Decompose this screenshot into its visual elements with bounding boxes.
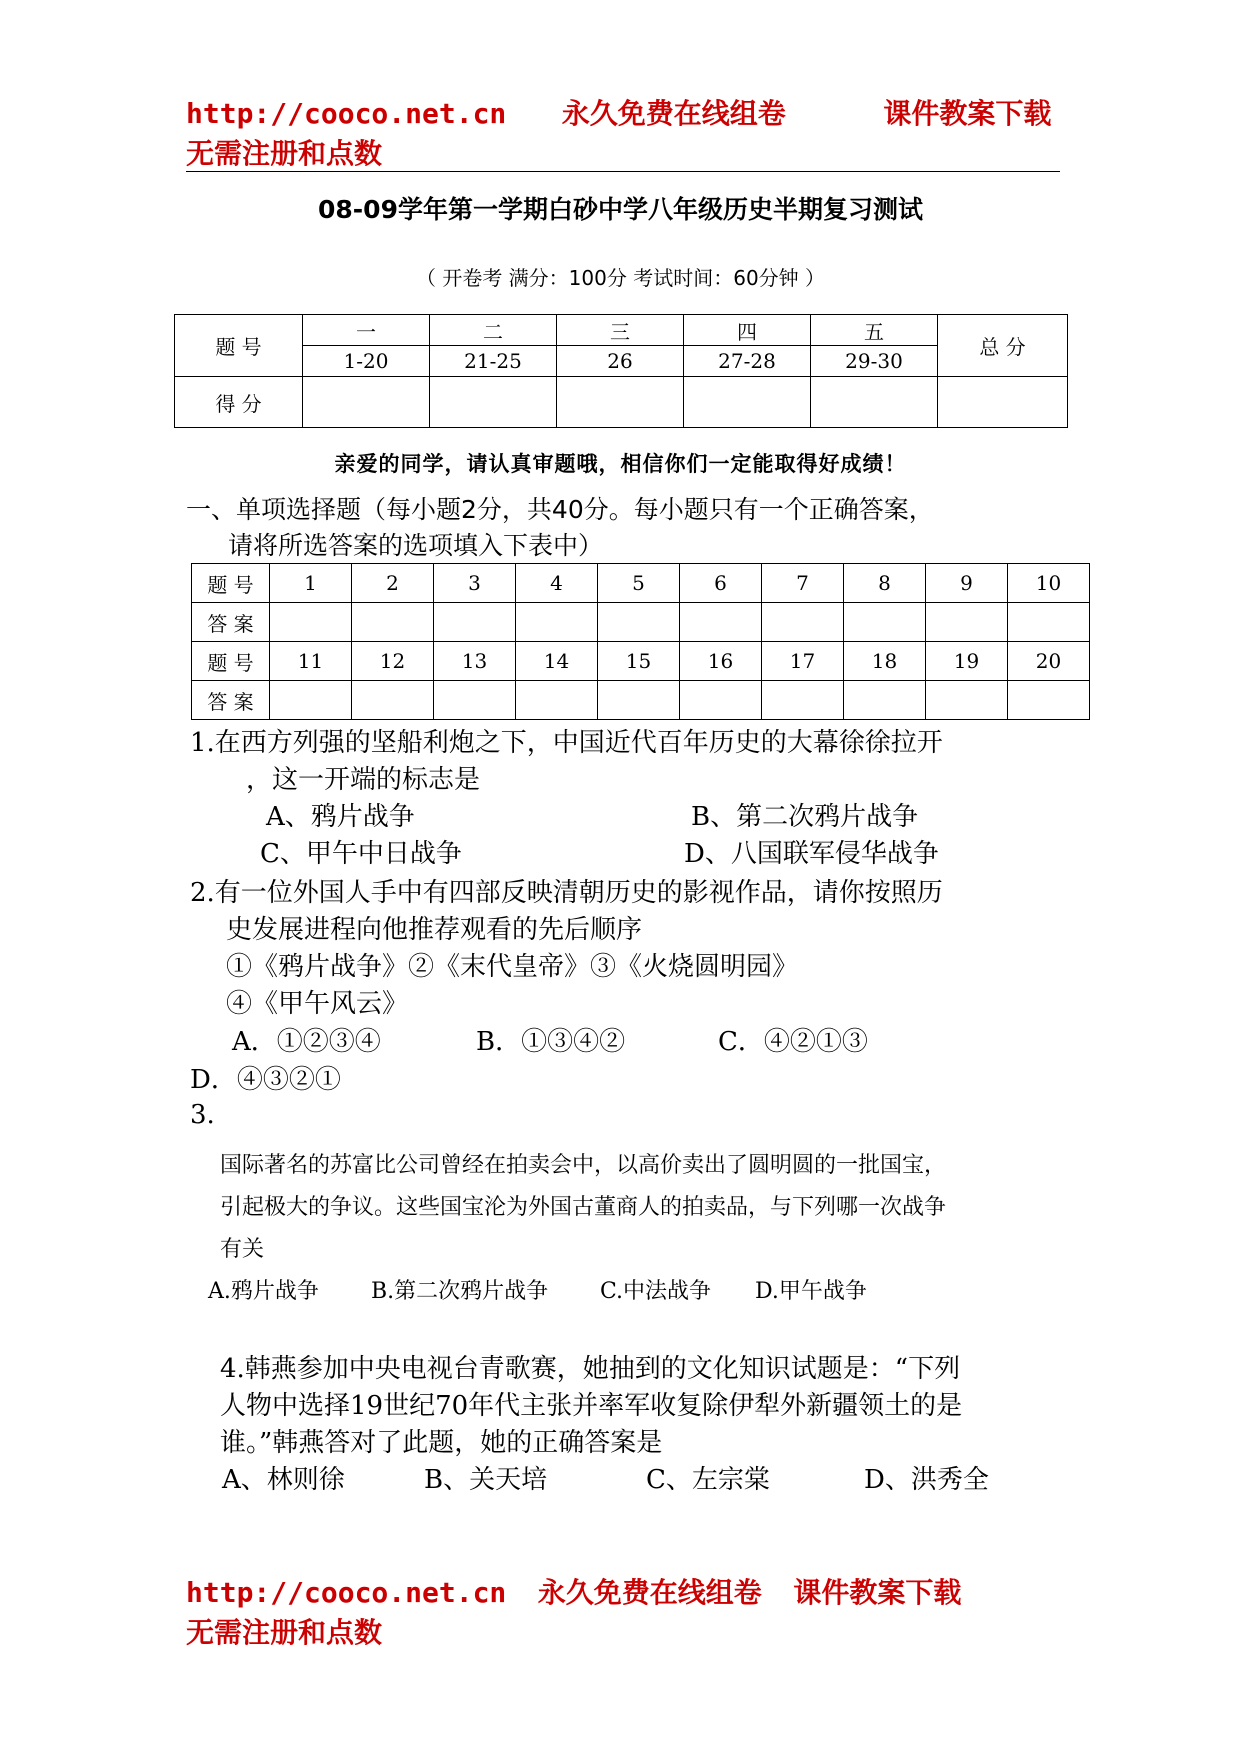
answer-label: 答 案 — [192, 603, 270, 642]
answer-cell[interactable] — [598, 603, 680, 642]
section-range: 27-28 — [684, 346, 811, 377]
total-score-cell[interactable] — [938, 377, 1068, 428]
answer-cell[interactable] — [270, 681, 352, 720]
question-number: 14 — [516, 642, 598, 681]
answer-table — [191, 563, 1090, 720]
q2-stem-cont: 史发展进程向他推荐观看的先后顺序 — [226, 915, 643, 945]
header-slogan-download: 课件教案下载 — [883, 97, 1052, 130]
question-number: 2 — [352, 564, 434, 603]
q2-works-list-cont: ④《甲午风云》 — [226, 989, 409, 1019]
header-line-2: 无需注册和点数 — [186, 137, 383, 170]
score-cell[interactable] — [557, 377, 684, 428]
answer-num-label: 题 号 — [192, 564, 270, 603]
answer-cell[interactable] — [844, 681, 926, 720]
footer-url[interactable]: http://cooco.net.cn — [186, 1576, 507, 1609]
section-numeral: 一 — [303, 315, 430, 346]
q1-stem-cont: ，这一开端的标志是 — [246, 765, 481, 795]
question-number: 18 — [844, 642, 926, 681]
answer-cell[interactable] — [680, 603, 762, 642]
question-number: 3 — [434, 564, 516, 603]
answer-cell[interactable] — [434, 681, 516, 720]
answer-cell[interactable] — [762, 681, 844, 720]
header-line-1 — [186, 92, 1051, 132]
q4-option-c[interactable]: C、左宗棠 — [646, 1465, 770, 1495]
footer-slogan-free: 永久免费在线组卷 — [537, 1576, 762, 1609]
score-cell[interactable] — [303, 377, 430, 428]
score-cell[interactable] — [811, 377, 938, 428]
question-number: 11 — [270, 642, 352, 681]
q2-stem: 2.有一位外国人手中有四部反映清朝历史的影视作品，请你按照历 — [190, 878, 943, 908]
question-number: 16 — [680, 642, 762, 681]
answer-num-label: 题 号 — [192, 642, 270, 681]
q3-option-b[interactable]: B.第二次鸦片战争 — [371, 1279, 549, 1304]
q3-option-a[interactable]: A.鸦片战争 — [208, 1279, 319, 1304]
section-range: 29-30 — [811, 346, 938, 377]
q1-option-b[interactable]: B、第二次鸦片战争 — [691, 802, 919, 832]
answer-cell[interactable] — [270, 603, 352, 642]
q3-option-d[interactable]: D.甲午战争 — [755, 1279, 867, 1304]
total-score-label: 总 分 — [938, 315, 1068, 377]
exam-info: （ 开卷考 满分：100分 考试时间：60分钟 ） — [415, 266, 826, 290]
q4-option-d[interactable]: D、洪秀全 — [864, 1465, 989, 1495]
question-number: 15 — [598, 642, 680, 681]
score-cell[interactable] — [684, 377, 811, 428]
answer-cell[interactable] — [516, 603, 598, 642]
answer-label: 答 案 — [192, 681, 270, 720]
header-divider — [186, 171, 1060, 172]
question-number: 6 — [680, 564, 762, 603]
answer-cell[interactable] — [598, 681, 680, 720]
q4-stem: 4.韩燕参加中央电视台青歌赛，她抽到的文化知识试题是：“下列 — [220, 1354, 961, 1384]
section1-heading: 一、单项选择题（每小题2分，共40分。每小题只有一个正确答案， — [186, 495, 934, 524]
q3-option-c[interactable]: C.中法战争 — [600, 1279, 712, 1304]
q2-option-b[interactable]: B．①③④② — [476, 1027, 626, 1057]
question-number: 9 — [926, 564, 1008, 603]
question-number: 10 — [1008, 564, 1090, 603]
q4-option-a[interactable]: A、林则徐 — [222, 1465, 345, 1495]
answer-cell[interactable] — [926, 681, 1008, 720]
answer-cell[interactable] — [762, 603, 844, 642]
q2-works-list: ①《鸦片战争》②《末代皇帝》③《火烧圆明园》 — [226, 952, 799, 982]
answer-cell[interactable] — [1008, 681, 1090, 720]
question-number: 1 — [270, 564, 352, 603]
question-number: 4 — [516, 564, 598, 603]
footer-line-1 — [186, 1571, 961, 1611]
q1-stem: 1.在西方列强的坚船利炮之下，中国近代百年历史的大幕徐徐拉开 — [190, 728, 943, 758]
question-number: 5 — [598, 564, 680, 603]
answer-cell[interactable] — [1008, 603, 1090, 642]
question-number: 20 — [1008, 642, 1090, 681]
question-number: 8 — [844, 564, 926, 603]
section-range: 21-25 — [430, 346, 557, 377]
answer-cell[interactable] — [680, 681, 762, 720]
score-table — [174, 314, 1068, 428]
page-title: 08-09学年第一学期白砂中学八年级历史半期复习测试 — [318, 195, 923, 224]
q4-stem-cont: 人物中选择19世纪70年代主张并率军收复除伊犁外新疆领土的是 — [220, 1391, 963, 1421]
answer-cell[interactable] — [844, 603, 926, 642]
answer-cell[interactable] — [352, 681, 434, 720]
section-numeral: 二 — [430, 315, 557, 346]
q3-stem: 国际著名的苏富比公司曾经在拍卖会中，以高价卖出了圆明圆的一批国宝， — [220, 1153, 947, 1178]
q3-stem-end: 有关 — [220, 1237, 265, 1262]
q2-option-d[interactable]: D．④③②① — [190, 1065, 341, 1095]
q2-option-a[interactable]: A．①②③④ — [232, 1027, 381, 1057]
score-row-label: 得 分 — [175, 377, 303, 428]
answer-cell[interactable] — [434, 603, 516, 642]
q2-option-c[interactable]: C．④②①③ — [718, 1027, 868, 1057]
question-number: 17 — [762, 642, 844, 681]
section-numeral: 三 — [557, 315, 684, 346]
q4-stem-end: 谁。”韩燕答对了此题，她的正确答案是 — [220, 1428, 663, 1458]
question-number: 12 — [352, 642, 434, 681]
score-cell[interactable] — [430, 377, 557, 428]
score-row-label: 题 号 — [175, 315, 303, 377]
question-number: 7 — [762, 564, 844, 603]
section-numeral: 四 — [684, 315, 811, 346]
footer-slogan-download: 课件教案下载 — [793, 1576, 962, 1609]
footer-line-2: 无需注册和点数 — [186, 1616, 383, 1649]
answer-cell[interactable] — [926, 603, 1008, 642]
q3-number: 3. — [190, 1100, 215, 1130]
q1-option-a[interactable]: A、鸦片战争 — [266, 802, 415, 832]
section-range: 1-20 — [303, 346, 430, 377]
question-number: 13 — [434, 642, 516, 681]
section-range: 26 — [557, 346, 684, 377]
answer-cell[interactable] — [516, 681, 598, 720]
q4-option-b[interactable]: B、关天培 — [424, 1465, 548, 1495]
section-numeral: 五 — [811, 315, 938, 346]
section1-heading-cont: 请将所选答案的选项填入下表中） — [228, 531, 604, 560]
answer-cell[interactable] — [352, 603, 434, 642]
q1-option-c[interactable]: C、甲午中日战争 — [260, 839, 462, 869]
question-number: 19 — [926, 642, 1008, 681]
header-slogan-free: 永久免费在线组卷 — [561, 97, 786, 130]
encouragement-text: 亲爱的同学，请认真审题哦，相信你们一定能取得好成绩！ — [334, 451, 907, 476]
header-url[interactable]: http://cooco.net.cn — [186, 97, 507, 130]
q1-option-d[interactable]: D、八国联军侵华战争 — [684, 839, 939, 869]
q3-stem-cont: 引起极大的争议。这些国宝沦为外国古董商人的拍卖品，与下列哪一次战争 — [220, 1195, 947, 1220]
